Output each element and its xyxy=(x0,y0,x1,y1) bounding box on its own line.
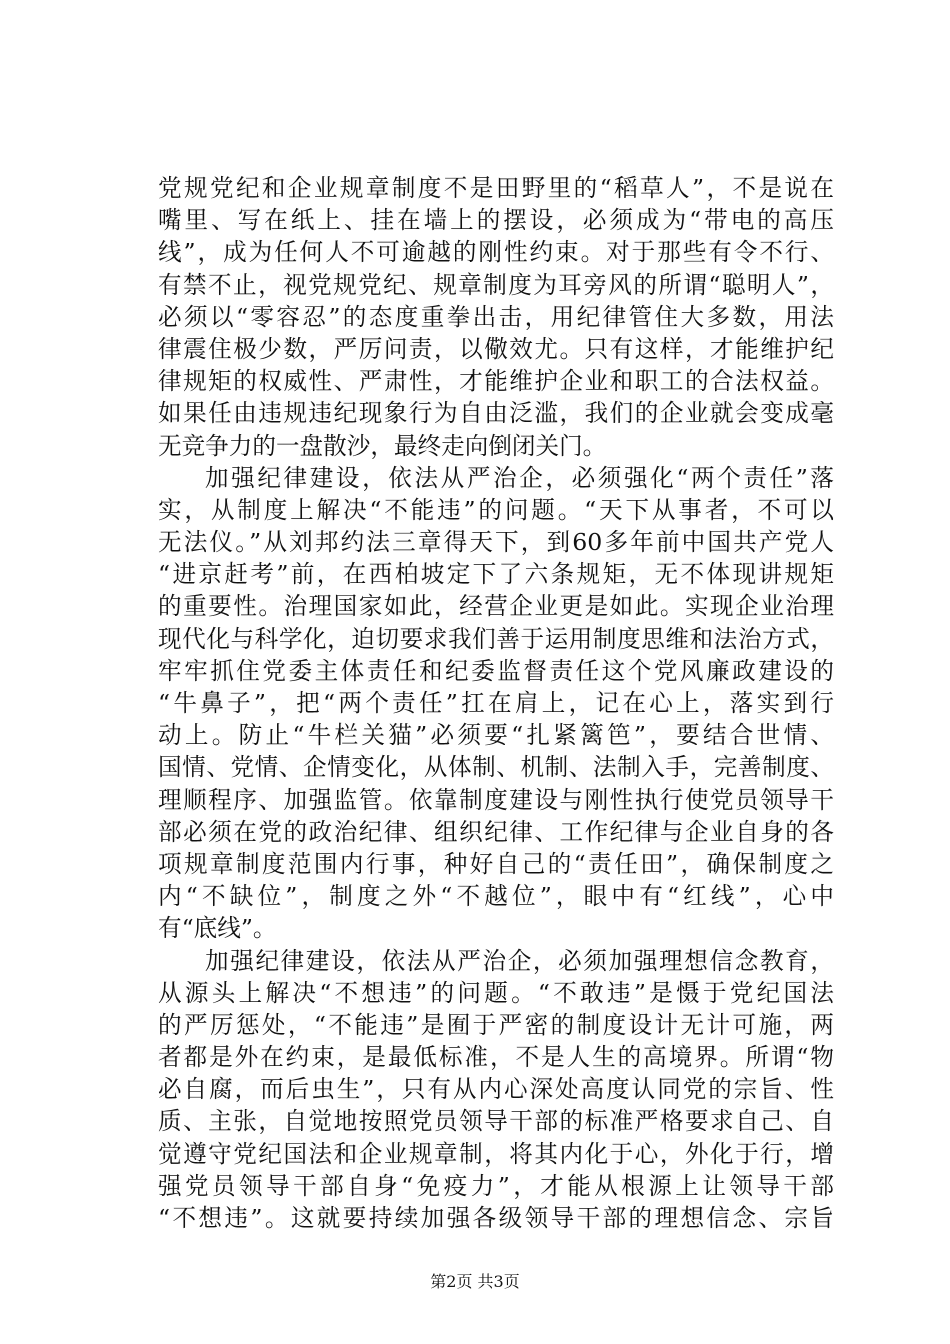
body-text xyxy=(158,172,834,1234)
text-line: 质、主张，自觉地按照党员领导干部的标准严格要求自己、自 xyxy=(158,1107,834,1136)
text-line: 有禁不止，视党规党纪、规章制度为耳旁风的所谓“聪明人”， xyxy=(158,270,834,299)
text-line: 牢牢抓住党委主体责任和纪委监督责任这个党风廉政建设的 xyxy=(158,656,834,685)
paragraph xyxy=(158,945,834,1235)
text-line: 的重要性。治理国家如此，经营企业更是如此。实现企业治理 xyxy=(158,592,834,621)
text-line: 如果任由违规违纪现象行为自由泛滥，我们的企业就会变成毫 xyxy=(158,399,834,428)
text-line: 线”，成为任何人不可逾越的刚性约束。对于那些有令不行、 xyxy=(158,238,834,267)
text-line: 的严厉惩处，“不能违”是囿于严密的制度设计无计可施，两 xyxy=(158,1010,834,1039)
text-line: 现代化与科学化，迫切要求我们善于运用制度思维和法治方式， xyxy=(158,624,834,653)
text-line: 觉遵守党纪国法和企业规章制，将其内化于心，外化于行，增 xyxy=(158,1139,834,1168)
text-line: 实，从制度上解决“不能违”的问题。“天下从事者，不可以 xyxy=(158,495,834,524)
text-line: 理顺程序、加强监管。依靠制度建设与刚性执行使党员领导干 xyxy=(158,785,834,814)
text-line: 内“不缺位”，制度之外“不越位”，眼中有“红线”，心中 xyxy=(158,882,834,911)
text-line: 国情、党情、企情变化，从体制、机制、法制入手，完善制度、 xyxy=(158,753,834,782)
paragraph xyxy=(158,462,834,945)
text-line: 部必须在党的政治纪律、组织纪律、工作纪律与企业自身的各 xyxy=(158,817,834,846)
text-line: 强党员领导干部自身“免疫力”，才能从根源上让领导干部 xyxy=(158,1171,834,1200)
text-line: 加强纪律建设，依法从严治企，必须强化“两个责任”落 xyxy=(205,463,834,492)
text-line: “牛鼻子”，把“两个责任”扛在肩上，记在心上，落实到行 xyxy=(158,689,834,717)
text-line: 项规章制度范围内行事，种好自己的“责任田”，确保制度之 xyxy=(158,849,834,878)
text-line: 律规矩的权威性、严肃性，才能维护企业和职工的合法权益。 xyxy=(158,367,834,396)
text-line: 从源头上解决“不想违”的问题。“不敢违”是慑于党纪国法 xyxy=(158,978,834,1007)
text-line: 有“底线”。 xyxy=(158,914,277,943)
text-line: “不想违”。这就要持续加强各级领导干部的理想信念、宗旨 xyxy=(158,1204,834,1232)
text-line: 党规党纪和企业规章制度不是田野里的“稻草人”，不是说在 xyxy=(158,174,834,202)
text-line: 动上。防止“牛栏关猫”必须要“扎紧篱笆”，要结合世情、 xyxy=(158,721,834,750)
text-line: 必自腐，而后虫生”，只有从内心深处高度认同党的宗旨、性 xyxy=(158,1075,834,1104)
text-line: “进京赶考”前，在西柏坡定下了六条规矩，无不体现讲规矩 xyxy=(158,560,834,589)
text-line: 必须以“零容忍”的态度重拳出击，用纪律管住大多数，用法 xyxy=(158,302,834,331)
text-line: 律震住极少数，严厉问责，以儆效尤。只有这样，才能维护纪 xyxy=(158,334,834,363)
text-line: 无竞争力的一盘散沙，最终走向倒闭关门。 xyxy=(158,431,607,460)
text-line: 嘴里、写在纸上、挂在墙上的摆设，必须成为“带电的高压 xyxy=(158,206,834,235)
text-line: 者都是外在约束，是最低标准，不是人生的高境界。所谓“物 xyxy=(158,1043,834,1072)
paragraph xyxy=(158,172,834,462)
page-footer: 第2页 共3页 xyxy=(430,1272,520,1291)
text-line: 加强纪律建设，依法从严治企，必须加强理想信念教育， xyxy=(205,946,834,975)
text-line: 无法仪。”从刘邦约法三章得天下，到60多年前中国共产党人 xyxy=(158,528,834,557)
